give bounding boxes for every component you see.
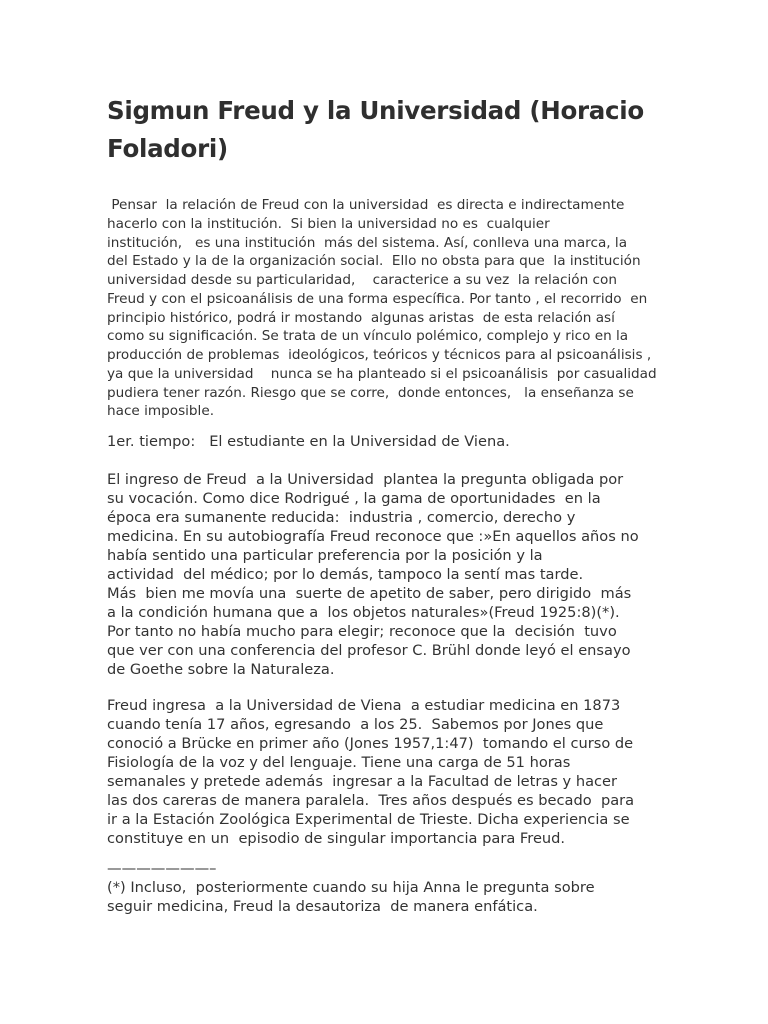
paragraph-line: Fisiología de la voz y del lenguaje. Tiene una carga de 51 horas — [107, 754, 571, 771]
paragraph-line: Freud ingresa a la Universidad de Viena a estudiar medicina en 1873 — [107, 697, 621, 714]
footnote — [107, 878, 687, 916]
intro-line: del Estado y la de la organización social. Ello no obsta para que la institución — [107, 253, 641, 270]
intro-paragraph — [107, 196, 687, 421]
paragraph-line: época era sumanente reducida: industria , comercio, derecho y — [107, 509, 576, 526]
footnote-line: seguir medicina, Freud la desautoriza de manera enfática. — [107, 898, 538, 915]
intro-line: Pensar la relación de Freud con la universidad es directa e indirectamente — [107, 197, 625, 213]
paragraph-line: que ver con una conferencia del profesor C. Brühl donde leyó el ensayo — [107, 642, 631, 659]
paragraph-vienna-studies — [107, 696, 687, 848]
section-heading-text: 1er. tiempo: El estudiante en la Universidad de Viena. — [107, 433, 510, 450]
paragraph-line: actividad del médico; por lo demás, tampoco la sentí mas tarde. — [107, 566, 584, 583]
paragraph-line: a la condición humana que a los objetos naturales»(Freud 1925:8)(*). — [107, 604, 620, 621]
intro-line: Freud y con el psicoanálisis de una forma específica. Por tanto , el recorrido en — [107, 290, 648, 307]
paragraph-line: cuando tenía 17 años, egresando a los 25. Sabemos por Jones que — [107, 716, 604, 733]
intro-line: institución, es una institución más del sistema. Así, conlleva una marca, la — [107, 234, 628, 251]
paragraph-line: Más bien me movía una suerte de apetito de saber, pero dirigido más — [107, 585, 632, 602]
intro-line: principio histórico, podrá ir mostando algunas aristas de esta relación así — [107, 309, 615, 326]
paragraph-line: conoció a Brücke en primer año (Jones 1957,1:47) tomando el curso de — [107, 735, 634, 752]
section-heading — [107, 432, 687, 451]
title-line: Sigmun Freud y la Universidad (Horacio — [107, 96, 644, 125]
paragraph-line: semanales y pretede además ingresar a la Facultad de letras y hacer — [107, 773, 618, 790]
paragraph-line: de Goethe sobre la Naturaleza. — [107, 661, 335, 678]
intro-line: como su significación. Se trata de un vínculo polémico, complejo y rico en la — [107, 328, 629, 345]
intro-line: universidad desde su particularidad, caracterice a su vez la relación con — [107, 272, 617, 288]
footnote-separator — [107, 859, 687, 878]
intro-line: hacerlo con la institución. Si bien la universidad no es cualquier — [107, 215, 550, 232]
document-title — [107, 92, 667, 168]
paragraph-line: había sentido una particular preferencia por la posición y la — [107, 547, 543, 564]
intro-line: ya que la universidad nunca se ha planteado si el psicoanálisis por casualidad — [107, 365, 657, 382]
intro-line: producción de problemas ideológicos, teóricos y técnicos para al psicoanálisis , — [107, 347, 652, 363]
separator-line: ———————– — [107, 860, 217, 877]
intro-line: pudiera tener razón. Riesgo que se corre, donde entonces, la enseñanza se — [107, 384, 634, 401]
paragraph-line: su vocación. Como dice Rodrigué , la gama de oportunidades en la — [107, 490, 601, 507]
paragraph-line: constituye en un episodio de singular importancia para Freud. — [107, 830, 566, 847]
paragraph-line: las dos careras de manera paralela. Tres años después es becado para — [107, 792, 635, 809]
paragraph-line: medicina. En su autobiografía Freud reconoce que :»En aquellos años no — [107, 528, 639, 545]
title-line: Foladori) — [107, 134, 228, 163]
footnote-line: (*) Incluso, posteriormente cuando su hija Anna le pregunta sobre — [107, 879, 595, 896]
paragraph-line: El ingreso de Freud a la Universidad plantea la pregunta obligada por — [107, 471, 624, 488]
paragraph-university-entry — [107, 470, 687, 679]
intro-line: hace imposible. — [107, 403, 215, 420]
paragraph-line: Por tanto no había mucho para elegir; reconoce que la decisión tuvo — [107, 623, 617, 640]
paragraph-line: ir a la Estación Zoológica Experimental de Trieste. Dicha experiencia se — [107, 811, 630, 828]
